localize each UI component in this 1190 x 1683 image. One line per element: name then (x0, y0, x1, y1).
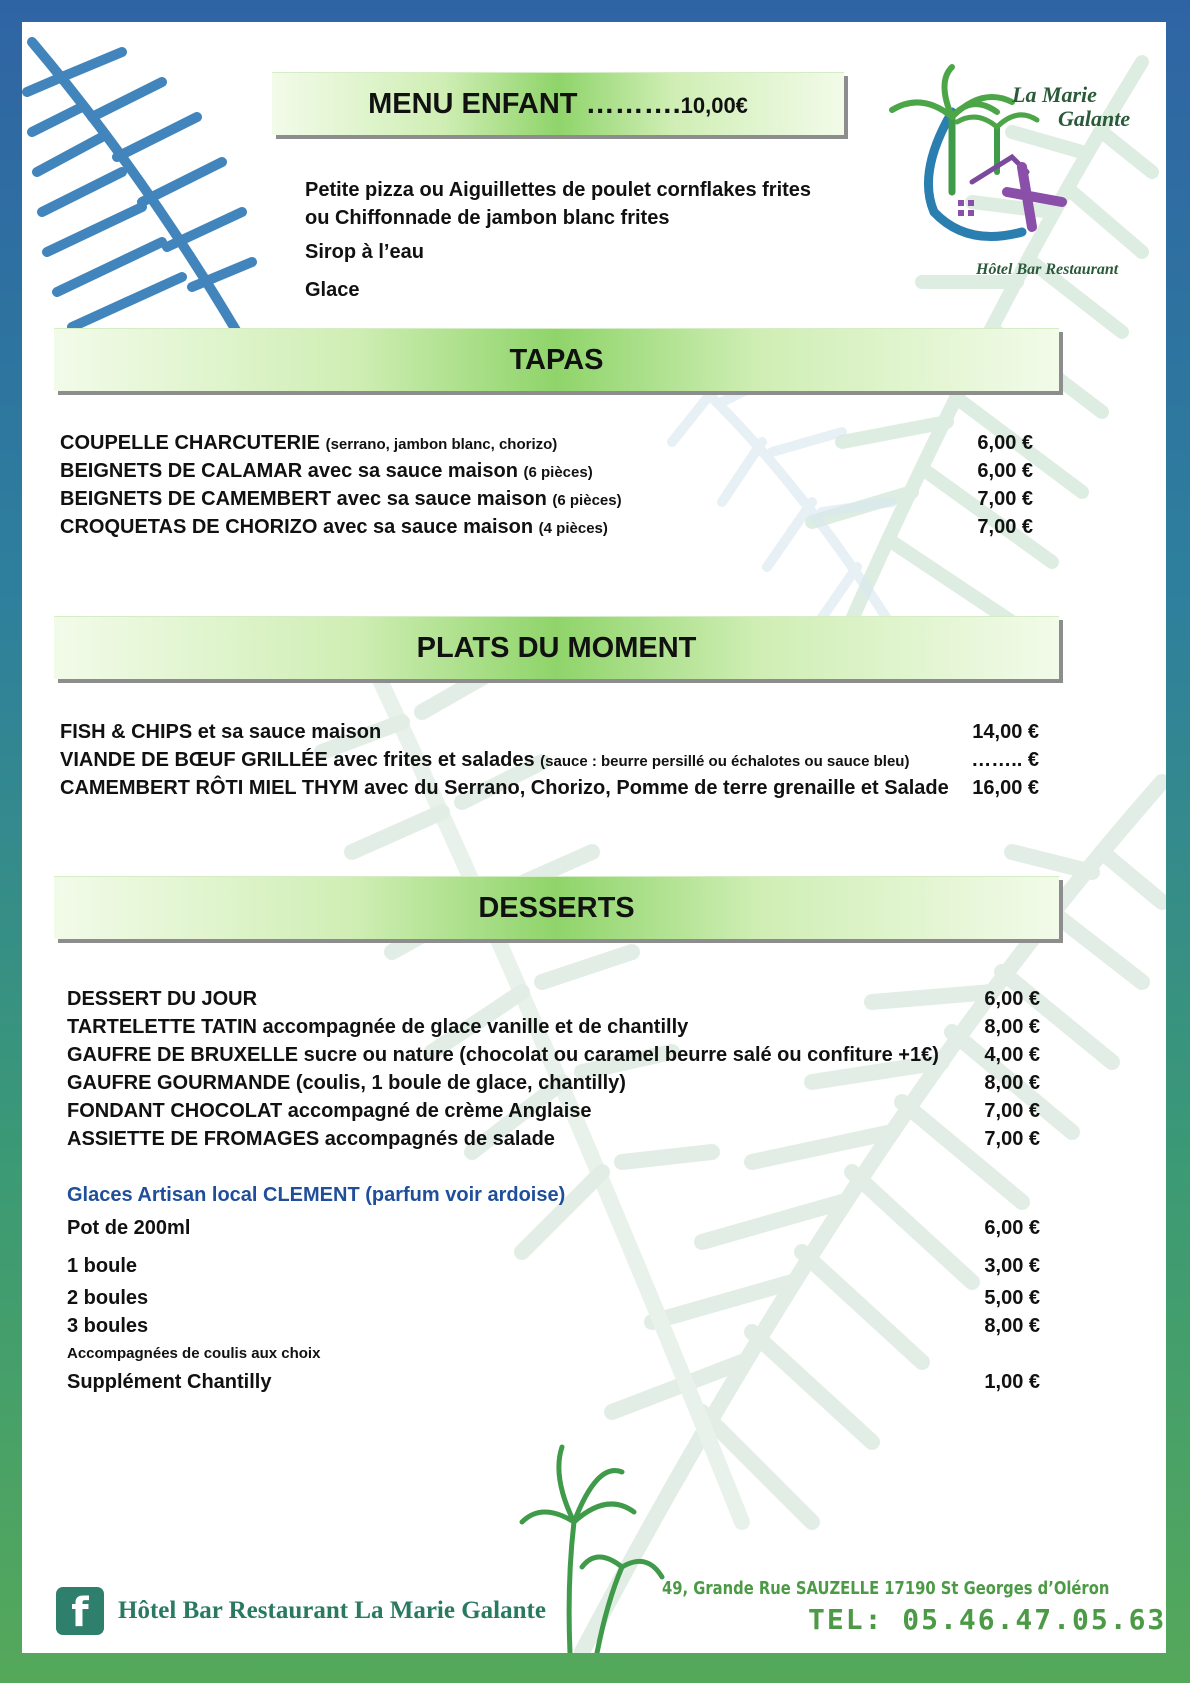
plat-item: FISH & CHIPS et sa sauce maison (60, 721, 382, 743)
footer-telephone: TEL: 05.46.47.05.63 (808, 1603, 1166, 1636)
tapas-price: 6,00 € (977, 460, 1033, 482)
tapas-item: BEIGNETS DE CALAMAR avec sa sauce maison (6 pièces) (60, 460, 593, 482)
dessert-item: ASSIETTE DE FROMAGES accompagnés de salade (67, 1128, 555, 1150)
dessert-item: GAUFRE GOURMANDE (coulis, 1 boule de glace, chantilly) (67, 1072, 626, 1094)
desserts-banner (54, 876, 1059, 939)
tapas-price: 6,00 € (977, 432, 1033, 454)
dessert-item: GAUFRE DE BRUXELLE sucre ou nature (chocolat ou caramel beurre salé ou confiture +1€) (67, 1044, 939, 1066)
glace-price: 3,00 € (984, 1255, 1040, 1277)
supplement-price: 1,00 € (984, 1371, 1040, 1393)
menu-enfant-title (272, 73, 844, 135)
menu-enfant-banner (272, 72, 844, 135)
menu-enfant-line: Glace (305, 279, 360, 301)
facebook-icon[interactable]: f (56, 1587, 104, 1635)
plat-price: …….. € (971, 749, 1039, 771)
footer-address: 49, Grande Rue SAUZELLE 17190 St Georges d’Oléron (662, 1578, 1110, 1599)
tapas-banner (54, 328, 1059, 391)
glace-item: 3 boules (67, 1315, 149, 1337)
menu-sheet (22, 22, 1166, 1653)
dessert-item: DESSERT DU JOUR (67, 988, 258, 1010)
footer-restaurant-name: Hôtel Bar Restaurant La Marie Galante (118, 1597, 546, 1624)
tapas-item: COUPELLE CHARCUTERIE (serrano, jambon blanc, chorizo) (60, 432, 558, 454)
dessert-price: 6,00 € (984, 988, 1040, 1010)
glace-price: 8,00 € (984, 1315, 1040, 1337)
glace-price: 5,00 € (984, 1287, 1040, 1309)
plat-item: CAMEMBERT RÔTI MIEL THYM avec du Serrano, Chorizo, Pomme de terre grenaille et Salade (60, 777, 949, 799)
glace-price: 6,00 € (984, 1217, 1040, 1239)
glace-item: Pot de 200ml (67, 1217, 191, 1239)
menu-enfant-price: 10,00€ (680, 93, 748, 118)
dessert-price: 4,00 € (984, 1044, 1040, 1066)
tapas-price: 7,00 € (977, 516, 1033, 538)
tapas-title: TAPAS (509, 344, 604, 376)
dessert-price: 7,00 € (984, 1128, 1040, 1150)
dessert-item: FONDANT CHOCOLAT accompagné de crème Anglaise (67, 1100, 592, 1122)
menu-enfant-line: Petite pizza ou Aiguillettes de poulet cornflakes frites (305, 179, 812, 201)
logo-name-line2: Galante (1058, 106, 1131, 131)
tapas-price: 7,00 € (977, 488, 1033, 510)
plats-title: PLATS DU MOMENT (416, 632, 697, 664)
glace-item: 2 boules (67, 1287, 149, 1309)
coulis-note: Accompagnées de coulis aux choix (67, 1345, 321, 1362)
glace-item: 1 boule (67, 1255, 138, 1277)
plat-item: VIANDE DE BŒUF GRILLÉE avec frites et salades (sauce : beurre persillé ou échalotes ou sauce bleu) (60, 749, 910, 771)
tapas-item: BEIGNETS DE CAMEMBERT avec sa sauce maison (6 pièces) (60, 488, 622, 510)
dessert-price: 8,00 € (984, 1016, 1040, 1038)
logo-name-line1: La Marie (1012, 82, 1097, 107)
tapas-item: CROQUETAS DE CHORIZO avec sa sauce maison (4 pièces) (60, 516, 608, 538)
menu-enfant-line: Sirop à l’eau (305, 241, 424, 263)
desserts-title: DESSERTS (478, 892, 635, 924)
supplement-item: Supplément Chantilly (67, 1371, 272, 1393)
dessert-item: TARTELETTE TATIN accompagnée de glace vanille et de chantilly (67, 1016, 689, 1038)
logo-subtitle: Hôtel Bar Restaurant (976, 261, 1119, 278)
glaces-title: Glaces Artisan local CLEMENT (parfum voir ardoise) (67, 1184, 566, 1206)
menu-enfant-title-text: MENU ENFANT ………. (368, 88, 681, 120)
menu-enfant-line: ou Chiffonnade de jambon blanc frites (305, 207, 670, 229)
dessert-price: 7,00 € (984, 1100, 1040, 1122)
plat-price: 14,00 € (972, 721, 1039, 743)
plats-banner (54, 616, 1059, 679)
plat-price: 16,00 € (972, 777, 1039, 799)
dessert-price: 8,00 € (984, 1072, 1040, 1094)
